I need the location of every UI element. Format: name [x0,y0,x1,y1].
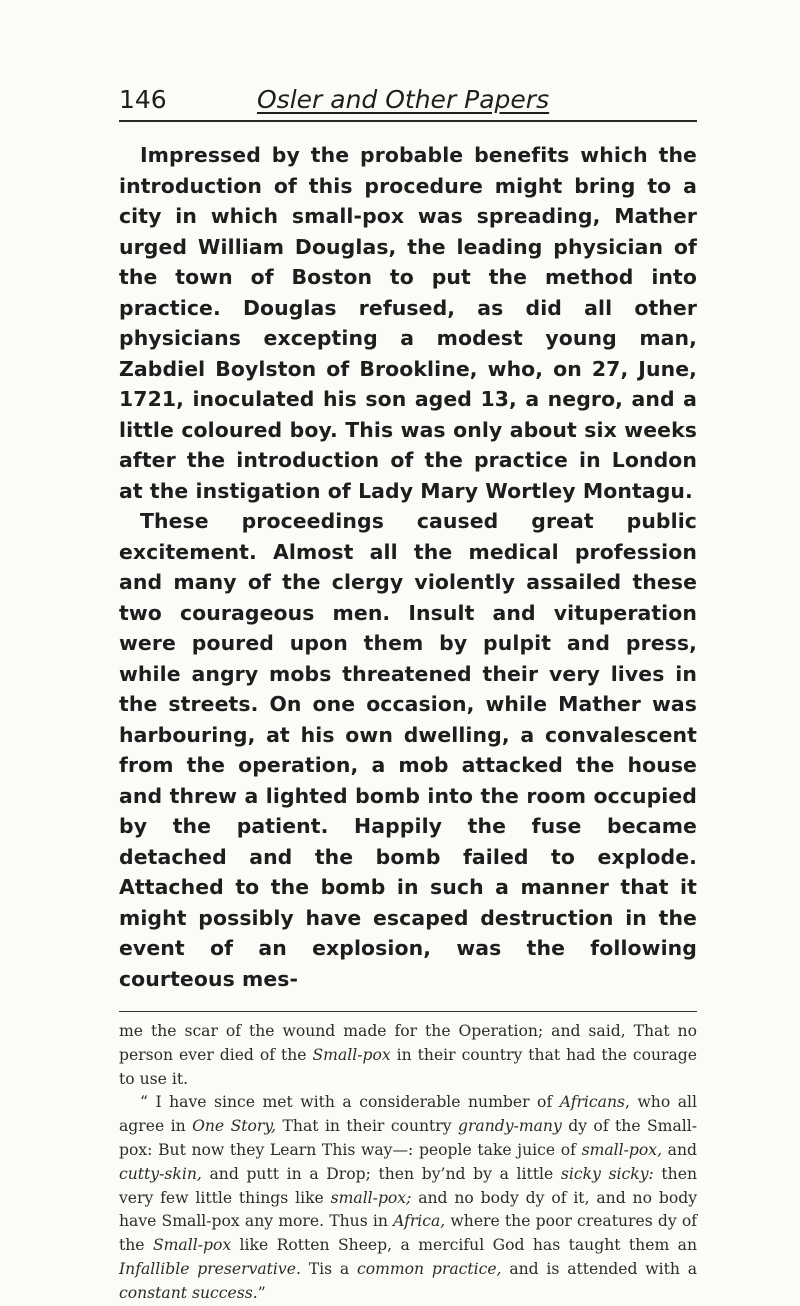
footnote-paragraph-2: “ I have since met with a considerable number of Africans, who all agree in One Story, That in their country grandy-many dy of the Small-pox: But now they Learn This way—: people take juice of small-pox, and cutty-skin, and putt in a Drop; then by’nd by a little sicky sicky: then very few little things like small-pox; and no body dy of it, and no body have Small-pox any more. Thus in Africa, where the poor creatures dy of the Small-pox like Rotten Sheep, a merciful God has taught them an Infallible preservative. Tis a common practice, and is attended with a constant success.” [119,1093,698,1302]
running-title: Osler and Other Papers [257,85,550,114]
running-head [119,82,697,122]
page-number: 146 [119,85,167,114]
body-paragraph-1: Impressed by the probable benefits which the introduction of this procedure might bring to a city in which small-pox was spreading, Mather urged William Douglas, the leading physician of the town of Boston to put the method into practice. Douglas refused, as did all other physicians excepting a modest young man, Zabdiel Boylston of Brookline, who, on 27, June, 1721, inoculated his son aged 13, a negro, and a little coloured boy. This was only about six weeks after the introduction of the practice in London at the instigation of Lady Mary Wortley Montagu. [119,143,697,503]
book-page [119,82,697,1306]
footnote [119,1020,697,1306]
footnote-paragraph-1: me the scar of the wound made for the Operation; and said, That no person ever died of the Small-pox in their country that had the courage to use it. [119,1022,698,1088]
body-paragraph-2: These proceedings caused great public excitement. Almost all the medical profession and many of the clergy violently assailed these two courageous men. Insult and vituperation were poured upon them by pulpit and press, while angry mobs threatened their very lives in the streets. On one occasion, while Mather was harbouring, at his own dwelling, a convalescent from the operation, a mob attacked the house and threw a lighted bomb into the room occupied by the patient. Happily the fuse became detached and the bomb failed to explode. Attached to the bomb in such a manner that it might possibly have escaped destruction in the event of an explosion, was the following courteous mes- [119,509,697,991]
footnote-divider [119,1011,697,1012]
main-text [119,140,697,994]
